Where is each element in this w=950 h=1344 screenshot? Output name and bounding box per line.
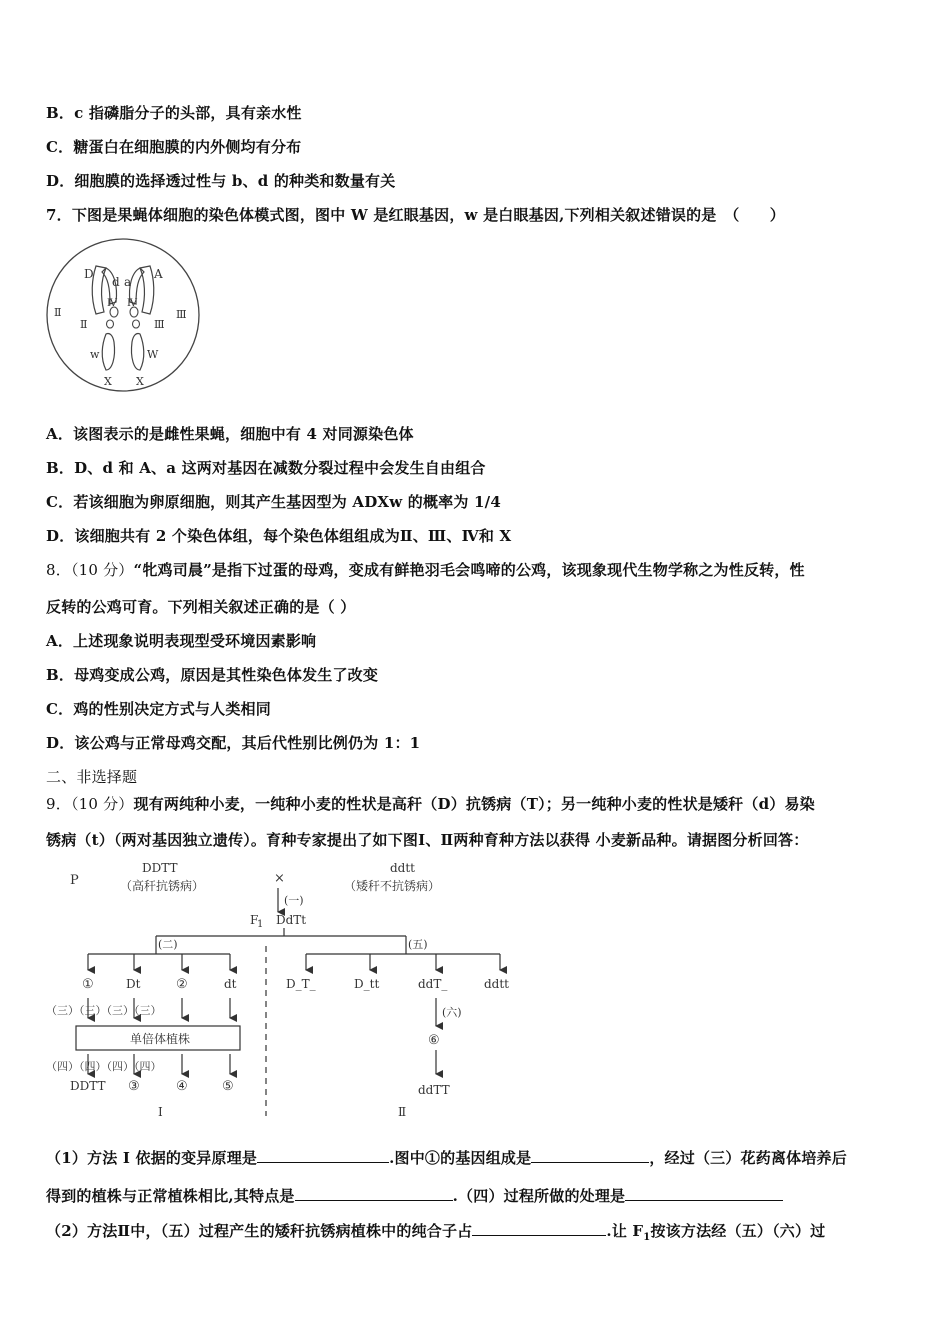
fruit-fly-chromosome-diagram xyxy=(44,238,204,394)
gene-label-W: W xyxy=(147,348,159,361)
result-1: DDTT xyxy=(70,1079,106,1093)
gene-label-A: A xyxy=(154,267,163,281)
gamete-4: dt xyxy=(224,977,237,991)
gamete-2: Dt xyxy=(126,977,141,991)
q7-option-b: B．D、d 和 A、a 这两对基因在减数分裂过程中会发生自由组合 xyxy=(46,459,486,477)
q8-stem-line2: 反转的公鸡可育。下列相关叙述正确的是（ ） xyxy=(46,598,356,616)
method-ii-label: Ⅱ xyxy=(398,1105,407,1119)
q9-sub2-line1 xyxy=(46,1220,825,1243)
q9-stem-line1 xyxy=(46,793,815,814)
label-x-left: X xyxy=(104,375,112,388)
f2-class-2: D_tt xyxy=(354,977,380,991)
label-iv-right: Ⅳ xyxy=(127,298,137,309)
label-ii-inner: Ⅱ xyxy=(80,318,88,331)
f2-class-3: ddT_ xyxy=(418,977,448,991)
q7-option-a: A．该图表示的是雌性果蝇，细胞中有 4 对同源染色体 xyxy=(46,425,414,443)
step-three-row: （三）（三）（三）（三） xyxy=(46,1004,162,1017)
q9-sub1-text3: ，经过（三）花药离体培养后 xyxy=(649,1149,847,1167)
q9-number: 9．（10 分） xyxy=(46,795,134,813)
result-six: ⑥ xyxy=(428,1033,440,1048)
section-heading: 二、非选择题 xyxy=(46,768,138,786)
q9-sub1-line2 xyxy=(46,1185,783,1206)
q8-option-b: B．母鸡变成公鸡，原因是其性染色体发生了改变 xyxy=(46,666,379,684)
answer-blank-1[interactable] xyxy=(257,1148,389,1163)
step-two: (二) xyxy=(158,938,178,951)
label-f1-sub: 1 xyxy=(257,919,264,930)
haploid-label: 单倍体植株 xyxy=(130,1032,191,1046)
parent2-phenotype: （矮秆不抗锈病） xyxy=(344,879,441,893)
q9-sub1-text2: .图中①的基因组成是 xyxy=(389,1149,532,1167)
q6-option-d: D．细胞膜的选择透过性与 b、d 的种类和数量有关 xyxy=(46,172,396,190)
q9-sub2-text3: 按该方法经（五）（六）过 xyxy=(650,1222,826,1240)
label-iii-right: Ⅲ xyxy=(176,308,187,321)
q9-sub1-text4: 得到的植株与正常植株相比,其特点是 xyxy=(46,1187,295,1205)
gamete-1: ① xyxy=(82,977,94,992)
label-iv-left: Ⅳ xyxy=(107,298,117,309)
f1-genotype: DdTt xyxy=(276,913,307,927)
step-six: (六) xyxy=(442,1006,462,1019)
q6-option-c: C．糖蛋白在细胞膜的内外侧均有分布 xyxy=(46,138,302,156)
parent2-genotype: ddtt xyxy=(390,861,416,875)
label-x-right: X xyxy=(136,375,144,388)
q8-option-c: C．鸡的性别决定方式与人类相同 xyxy=(46,700,271,718)
q8-option-d: D．该公鸡与正常母鸡交配，其后代性别比例仍为 1：1 xyxy=(46,734,421,752)
label-p: P xyxy=(70,873,79,888)
f1-subscript: 1 xyxy=(643,1232,651,1243)
parent1-genotype: DDTT xyxy=(142,861,178,875)
label-f1: F xyxy=(250,913,259,927)
result-4: ⑤ xyxy=(222,1079,234,1094)
step-one: (一) xyxy=(284,894,304,907)
q7-stem: 7．下图是果蝇体细胞的染色体模式图，图中 W 是红眼基因，w 是白眼基因,下列相关叙述错误的是 （ ） xyxy=(46,206,785,224)
gene-label-d: d xyxy=(112,275,120,289)
label-iii-inner: Ⅲ xyxy=(154,318,165,331)
chromosome-iii-right xyxy=(140,266,154,314)
method-i-label: Ⅰ xyxy=(158,1105,163,1119)
f2-class-4: ddtt xyxy=(484,977,510,991)
q8-stem-text: “牝鸡司晨”是指下过蛋的母鸡，变成有鲜艳羽毛会鸣啼的公鸡，该现象现代生物学称之为性反转，性 xyxy=(133,561,805,579)
answer-blank-5[interactable] xyxy=(472,1221,606,1236)
chromosome-x-left xyxy=(102,333,114,370)
answer-blank-2[interactable] xyxy=(531,1148,649,1163)
chromosome-ii-left xyxy=(92,266,106,314)
result-3: ④ xyxy=(176,1079,188,1094)
parent1-phenotype: （高秆抗锈病） xyxy=(120,879,205,893)
q8-option-a: A．上述现象说明表现型受环境因素影响 xyxy=(46,632,317,650)
q9-sub2-text2: .让 F xyxy=(606,1222,644,1240)
q6-option-b: B．c 指磷脂分子的头部，具有亲水性 xyxy=(46,104,302,122)
answer-blank-3[interactable] xyxy=(295,1186,453,1201)
q9-sub1-text5: .（四）过程所做的处理是 xyxy=(452,1187,626,1205)
gene-label-w: w xyxy=(90,348,100,361)
gene-label-D: D xyxy=(84,267,94,281)
q8-stem-line1 xyxy=(46,559,805,580)
result-2: ③ xyxy=(128,1079,140,1094)
answer-blank-4[interactable] xyxy=(625,1186,783,1201)
q9-sub2-text1: （2）方法Ⅱ中，（五）过程产生的矮秆抗锈病植株中的纯合子占 xyxy=(46,1222,473,1240)
label-ii-left: Ⅱ xyxy=(54,306,62,319)
q9-stem-line2: 锈病（t）（两对基因独立遗传）。育种专家提出了如下图Ⅰ、Ⅱ两种育种方法以获得 小麦新品种。请据图分析回答： xyxy=(46,831,809,849)
q9-sub1-text1: （1）方法 I 依据的变异原理是 xyxy=(46,1149,258,1167)
breeding-method-diagram xyxy=(44,858,510,1120)
step-five: (五) xyxy=(408,938,428,951)
q9-sub1-line1 xyxy=(46,1147,847,1168)
q8-number: 8．（10 分） xyxy=(46,561,134,579)
f2-class-1: D_T_ xyxy=(286,977,316,991)
cross-symbol: × xyxy=(274,871,285,886)
gene-label-a: a xyxy=(124,275,132,289)
q7-option-c: C．若该细胞为卵原细胞，则其产生基因型为 ADXw 的概率为 1/4 xyxy=(46,493,501,511)
chromosome-x-right xyxy=(131,333,143,370)
gamete-3: ② xyxy=(176,977,188,992)
step-four-row: （四）（四）（四）（四） xyxy=(46,1060,162,1073)
q9-stem-text: 现有两纯种小麦，一纯种小麦的性状是高秆（D）抗锈病（T）；另一纯种小麦的性状是矮秆（d）易染 xyxy=(133,795,815,813)
q7-option-d: D．该细胞共有 2 个染色体组，每个染色体组组成为Ⅱ、Ⅲ、Ⅳ和 X xyxy=(46,527,512,545)
result-ddTT: ddTT xyxy=(418,1083,450,1097)
